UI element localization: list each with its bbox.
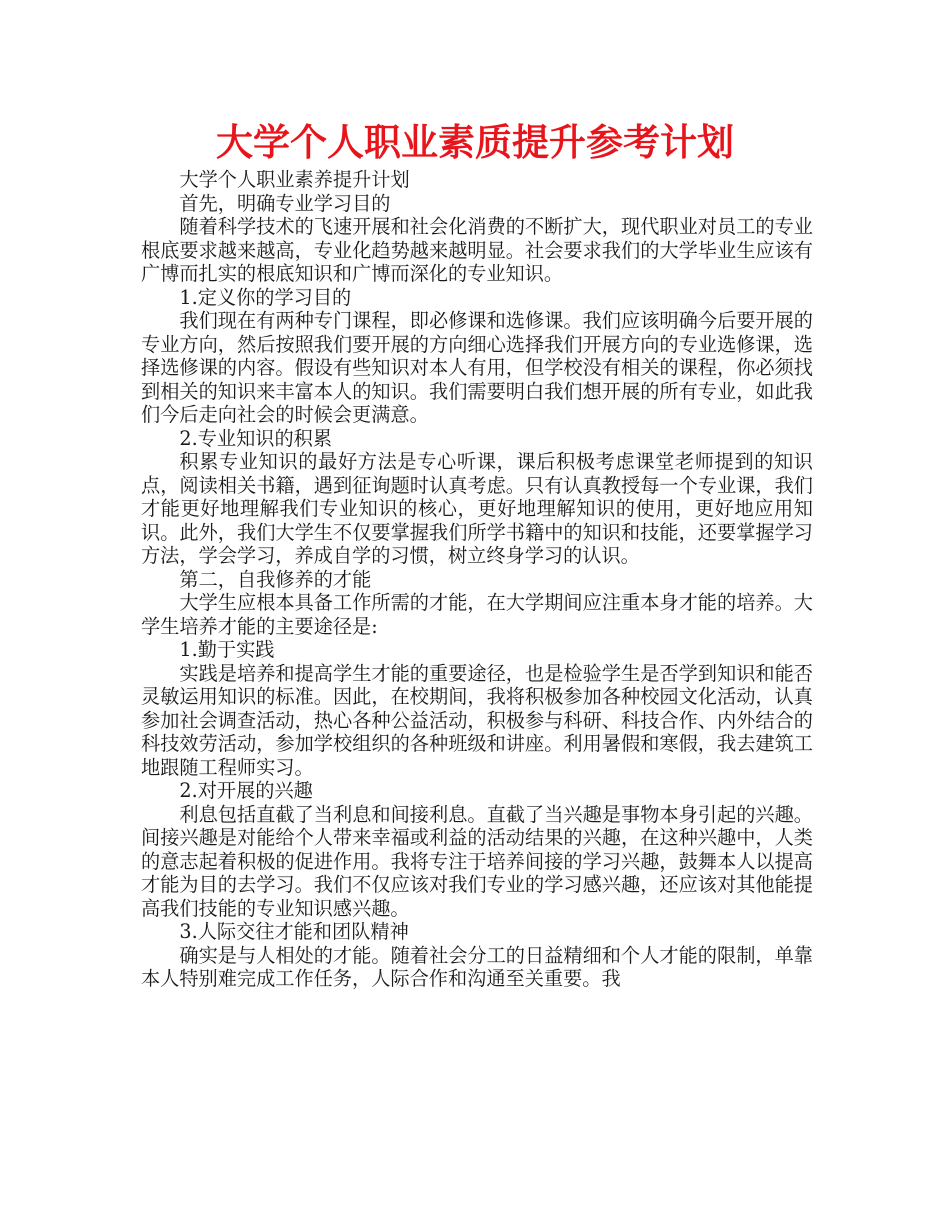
paragraph: 利息包括直截了当利息和间接利息。直截了当兴趣是事物本身引起的兴趣。间接兴趣是对能给个人带来幸福或利益的活动结果的兴趣，在这种兴趣中，人类的意志起着积极的促进作用。我将专注于培养间接的学习兴趣，鼓舞本人以提高才能为目的去学习。我们不仅应该对我们专业的学习感兴趣，还应该对其他能提高我们技能的专业知识感兴趣。 (141, 802, 813, 920)
subheading: 1.定义你的学习目的 (179, 285, 352, 309)
paragraph: 我们现在有两种专门课程，即必修课和选修课。我们应该明确今后要开展的专业方向，然后按照我们要开展的方向细心选择我们开展方向的专业选修课，选择选修课的内容。假设有些知识对本人有用，但学校没有相关的课程，你必须找到相关的知识来丰富本人的知识。我们需要明白我们想开展的所有专业，如此我们今后走向社会的时候会更满意。 (141, 309, 813, 426)
document-title: 大学个人职业素质提升参考计划 (216, 121, 734, 164)
subheading: 3.人际交往才能和团队精神 (179, 920, 409, 943)
heading-first: 首先，明确专业学习目的 (179, 191, 391, 215)
subheading: 2.专业知识的积累 (179, 426, 333, 450)
subheading: 2.对开展的兴趣 (179, 779, 313, 802)
paragraph: 积累专业知识的最好方法是专心听课，课后积极考虑课堂老师提到的知识点，阅读相关书籍，遇到征询题时认真考虑。只有认真教授每一个专业课，我们才能更好地理解我们专业知识的核心，更好地理解知识的使用，更好地应用知识。此外，我们大学生不仅要掌握我们所学书籍中的知识和技能，还要掌握学习方法，学会学习，养成自学的习惯，树立终身学习的认识。 (141, 450, 813, 567)
paragraph: 大学生应根本具备工作所需的才能，在大学期间应注重本身才能的培养。大学生培养才能的主要途径是: (141, 591, 813, 638)
document-body (141, 168, 813, 991)
paragraph: 随着科学技术的飞速开展和社会化消费的不断扩大，现代职业对员工的专业根底要求越来越高，专业化趋势越来越明显。社会要求我们的大学毕业生应该有广博而扎实的根底知识和广博而深化的专业知识。 (141, 215, 813, 285)
paragraph: 确实是与人相处的才能。随着社会分工的日益精细和个人才能的限制，单靠本人特别难完成工作任务，人际合作和沟通至关重要。我 (141, 943, 813, 990)
paragraph-subtitle: 大学个人职业素养提升计划 (179, 168, 410, 191)
subheading: 1.勤于实践 (179, 638, 275, 661)
heading-second: 第二，自我修养的才能 (179, 567, 372, 591)
paragraph: 实践是培养和提高学生才能的重要途径，也是检验学生是否学到知识和能否灵敏运用知识的标准。因此，在校期间，我将积极参加各种校园文化活动，认真参加社会调查活动，热心各种公益活动，积极参与科研、科技合作、内外结合的科技效劳活动，参加学校组织的各种班级和讲座。利用暑假和寒假，我去建筑工地跟随工程师实习。 (141, 661, 813, 779)
